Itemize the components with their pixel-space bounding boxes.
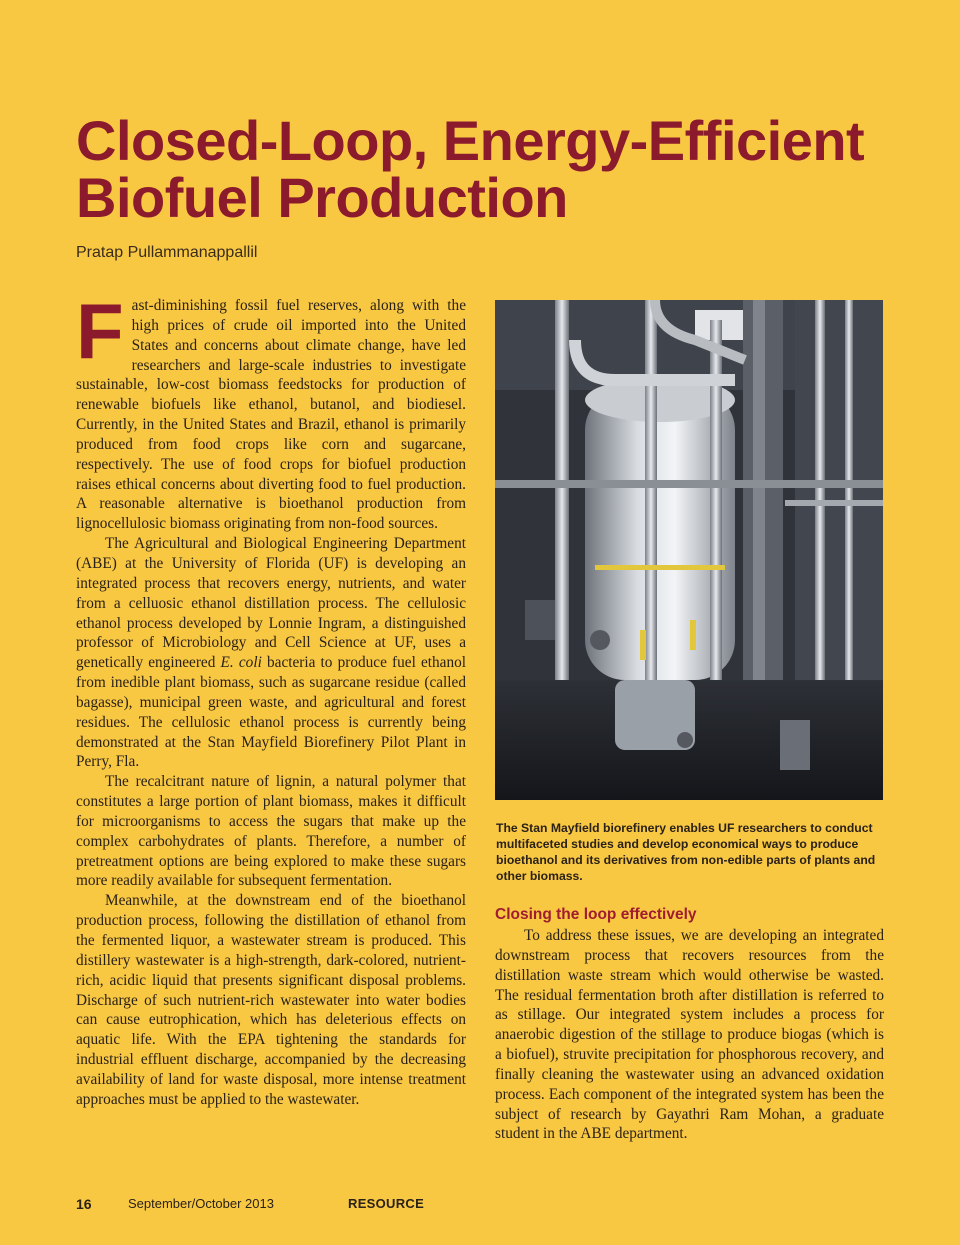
left-column — [76, 287, 467, 1110]
photo-caption: The Stan Mayfield biorefinery enables UF researchers to conduct multifaceted studies and develop economical ways to produce bioethanol and its derivatives from non-edible parts of plants and other biomass. — [496, 821, 876, 883]
article-title-line1: Closed-Loop, Energy-Efficient — [76, 109, 865, 172]
paragraph-5: To address these issues, we are developing an integrated downstream process that recovers resources from the distillation waste stream which would otherwise be wasted. The residual fermentation broth after distillation is referred to as stillage. Our integrated system includes a process for anaerobic digestion of the stillage to produce biogas (which is a biofuel), struvite precipitation for phosphorous recovery, and finally cleaning the wastewater using an advanced oxidation process. Each component of the integrated system has been the subject of research by Gayathri Ram Mohan, a graduate student in the ABE department. — [495, 927, 884, 1143]
issue-date: September/October 2013 — [128, 1196, 274, 1211]
paragraph-1-text: ast-diminishing fossil fuel reserves, along with the high prices of crude oil imported into the United States and concerns about climate change, have led researchers and large-scale industries to investigate sustainable, low-cost biomass feedstocks for production of renewable biofuels like ethanol, butanol, and biodiesel. Currently, in the United States and Brazil, ethanol is primarily produced from food crops like corn and sugarcane, respectively. The use of food crops for biofuel production raises ethical concerns about diverting food to fuel production. A reasonable alternative is bioethanol production from lignocellulosic biomass originating from non-food sources. — [76, 297, 466, 533]
paragraph-2-text-a: The Agricultural and Biological Engineering Department (ABE) at the University of Florida (UF) is developing an integrated process that recovers energy, nutrients, and water from a celluosic ethanol distillation process. The cellulosic ethanol process developed by Lonnie Ingram, a distinguished professor of Microbiology and Cell Science at UF, uses a genetically engineered — [76, 535, 466, 672]
article-title — [76, 109, 936, 229]
author-byline: Pratap Pullammanappallil — [76, 244, 258, 261]
biorefinery-photo — [495, 300, 883, 800]
paragraph-1 — [76, 287, 466, 534]
page-number: 16 — [76, 1196, 92, 1212]
drop-cap: F — [76, 287, 124, 375]
paragraph-3: The recalcitrant nature of lignin, a natural polymer that constitutes a large portion of plant biomass, makes it difficult for microorganisms to access the sugars that make up the complex carbohydrates of plants. Therefore, a number of pretreatment options are being explored to make these sugars more readily available for subsequent fermentation. — [76, 773, 466, 890]
paragraph-2-text-b: bacteria to produce fuel ethanol from inedible plant biomass, such as sugarcane residue (called bagasse), municipal green waste, and agricultural and forest residues. The cellulosic ethanol process is currently being demonstrated at the Stan Mayfield Biorefinery Pilot Plant in Perry, Fla. — [76, 654, 467, 771]
magazine-name: RESOURCE — [348, 1196, 425, 1211]
paragraph-2-italic: E. coli — [220, 654, 262, 672]
paragraph-4: Meanwhile, at the downstream end of the bioethanol production process, following the distillation of ethanol from the fermented liquor, a wastewater stream is produced. This distillery wastewater is a high-strength, dark-colored, nutrient-rich, acidic liquid that presents significant disposal problems. Discharge of such nutrient-rich wastewater into water bodies can cause eutrophication, which has deleterious effects on aquatic life. With the EPA tightening the standards for industrial effluent discharge, accompanied by the decreasing availability of land for waste disposal, more intense treatment approaches must be applied to the wastewater. — [76, 892, 466, 1108]
article-title-line2: Biofuel Production — [76, 166, 568, 229]
biorefinery-illustration — [495, 300, 883, 800]
section-heading: Closing the loop effectively — [495, 906, 697, 923]
paragraph-2 — [76, 534, 466, 772]
